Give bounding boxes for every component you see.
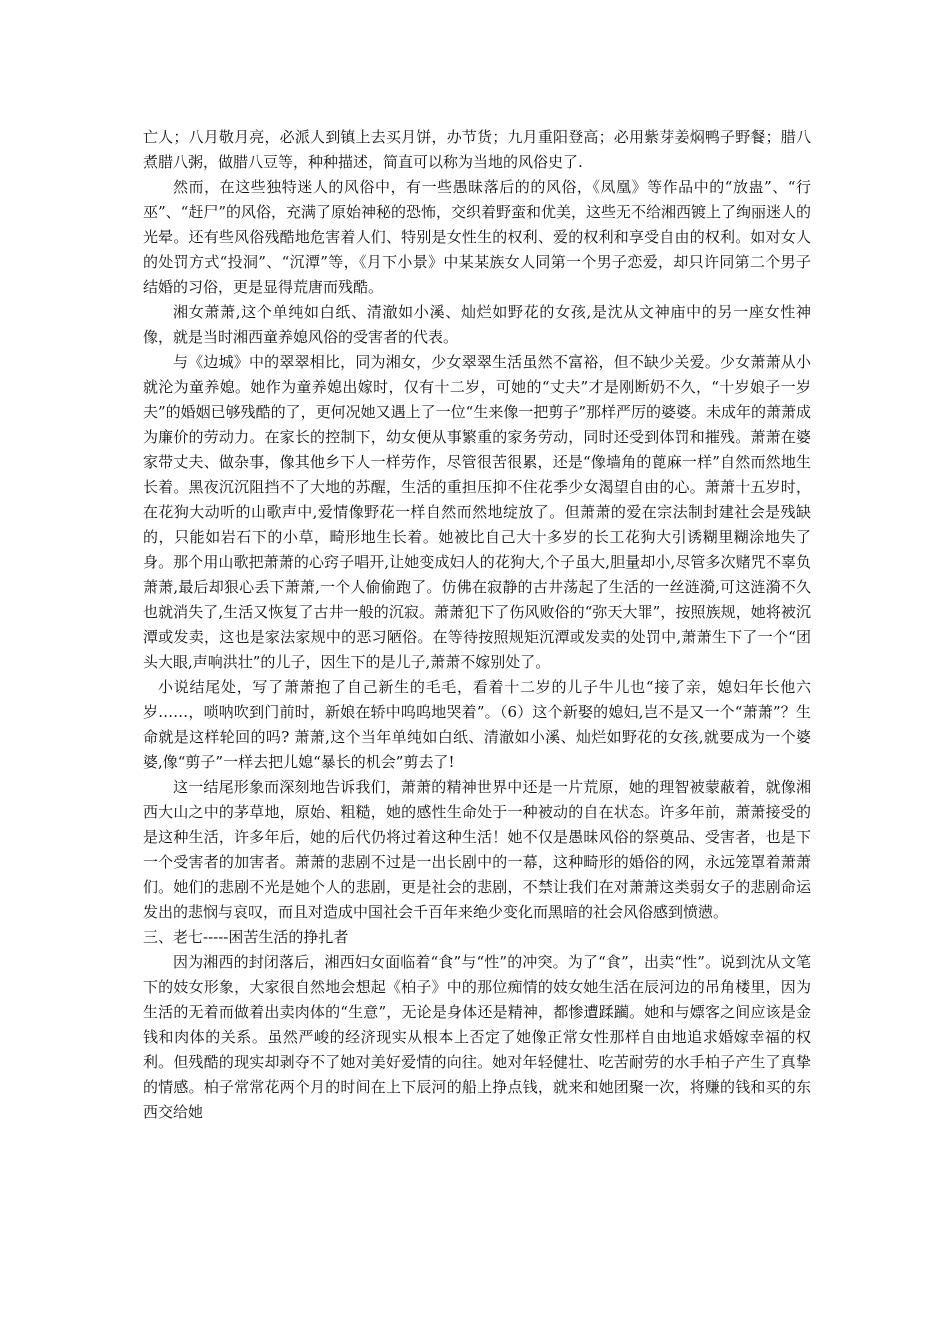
paragraph-backward-customs: 然而，在这些独特迷人的风俗中，有一些愚昧落后的的风俗，《凤凰》等作品中的“放蛊”、“行巫”、“赶尸”的风俗，充满了原始神秘的恐怖，交织着野蛮和优美，这些无不给湘西镀上了绚丽迷人的光晕。还有些风俗残酷地危害着人们、特别是女性生的权利、爱的权利和享受自由的权利。如对女人的处罚方式“投洞”、“沉潭”等，《月下小景》中某某族女人同第一个男子恋爱，却只许同第二个男子结婚的习俗，更是显得荒唐而残酷。 — [143, 178, 812, 296]
paragraph-xiaoxiao-intro: 湘女萧萧,这个单纯如白纸、清澈如小溪、灿烂如野花的女孩,是沈从文神庙中的另一座女性神像，就是当时湘西童养媳风俗的受害者的代表。 — [143, 303, 811, 346]
paragraph-festival-customs: 亡人；八月敬月亮，必派人到镇上去买月饼，办节货；九月重阳登高；必用紫芽姜焖鸭子野餐；腊八煮腊八粥，做腊八豆等，种种描述，简直可以称为当地的风俗史了. — [143, 128, 811, 171]
paragraph-xiaoxiao-story: 与《边城》中的翠翠相比，同为湘女，少女翠翠生活虽然不富裕，但不缺少关爱。少女萧萧从小就沦为童养媳。她作为童养媳出嫁时，仅有十二岁，可她的“丈夫”才是刚断奶不久，“十岁娘子一岁夫”的婚姻已够残酷的了，更何况她又遇上了一位“生来像一把剪子”那样严厉的婆婆。未成年的萧萧成为廉价的劳动力。在家长的控制下，幼女便从事繁重的家务劳动，同时还受到体罚和摧残。萧萧在婆家带丈夫、做杂事，像其他乡下人一样劳作，尽管很苦很累，还是“像墙角的蓖麻一样”自然而然地生长着。黑夜沉沉阻挡不了大地的苏醒，生活的重担压抑不住花季少女渴望自由的心。萧萧十五岁时，在花狗大动听的山歌声中,爱情像野花一样自然而然地绽放了。但萧萧的爱在宗法制封建社会是残缺的，只能如岩石下的小草，畸形地生长着。她被比自己大十多岁的长工花狗大引诱糊里糊涂地失了身。那个用山歌把萧萧的心窍子唱开,让她变成妇人的花狗大,个子虽大,胆量却小,尽管多次赌咒不辜负萧萧,最后却狠心丢下萧萧,一个人偷偷跑了。仿佛在寂静的古井荡起了生活的一丝涟漪,可这涟漪不久也就消失了,生活又恢复了古井一般的沉寂。萧萧犯下了伤风败俗的“弥天大罪”，按照族规，她将被沉潭或发卖，这也是家法家规中的恶习陋俗。在等待按照规矩沉潭或发卖的处罚中,萧萧生下了一个“团头大眼,声响洪壮”的儿子，因生下的是儿子,萧萧不嫁别处了。 — [143, 353, 812, 671]
paragraph-ending-analysis: 这一结尾形象而深刻地告诉我们，萧萧的精神世界中还是一片荒原，她的理智被蒙蔽着，就像湘西大山之中的茅草地，原始、粗糙，她的感性生命处于一种被动的自在状态。许多年前，萧萧接受的是这种生活，许多年后，她的后代仍将过着这种生活！她不仅是愚昧风俗的祭奠品、受害者，也是下一个受害者的加害者。萧萧的悲剧不过是一出长剧中的一幕，这种畸形的婚俗的网，永远笼罩着萧萧们。她们的悲剧不光是她个人的悲剧，更是社会的悲剧，不禁让我们在对萧萧这类弱女子的悲剧命运发出的悲悯与哀叹，而且对造成中国社会千百年来绝少变化而黑暗的社会风俗感到愤懑。 — [143, 778, 811, 921]
paragraph-food-and-sex: 因为湘西的封闭落后，湘西妇女面临着“食”与“性”的冲突。为了“食”，出卖“性”。说到沈从文笔下的妓女形象，大家很自然地会想起《柏子》中的那位痴情的妓女她生活在辰河边的吊角楼里，因为生活的无着而做着出卖肉体的“生意”，无论是身体还是精神，都惨遭蹂躏。她和与嫖客之间应该是金钱和肉体的关系。虽然严峻的经济现实从根本上否定了她像正常女性那样自由地追求婚嫁幸福的权利。但残酷的现实却剥夺不了她对美好爱情的向往。她对年轻健壮、吃苦耐劳的水手柏子产生了真挚的情感。柏子常常花两个月的时间在上下辰河的船上挣点钱，就来和她团聚一次，将赚的钱和买的东西交给她 — [143, 953, 811, 1121]
paragraph-novel-ending: 小说结尾处，写了萧萧抱了自己新生的毛毛，看着十二岁的儿子牛儿也“接了亲，媳妇年长他六岁……，唢呐吹到门前时，新娘在轿中呜呜地哭着”。（6）这个新娶的媳妇,岂不是又一个“萧萧”？生命就是这样轮回的吗? 萧萧,这个当年单纯如白纸、清澈如小溪、灿烂如野花的女孩,就要成为一个婆婆,像“剪子”一样去把儿媳“暴长的机会”剪去了! — [143, 678, 811, 771]
document-page — [143, 125, 811, 1125]
section-heading-laoqi: 三、老七-----困苦生活的挣扎者 — [143, 928, 349, 946]
